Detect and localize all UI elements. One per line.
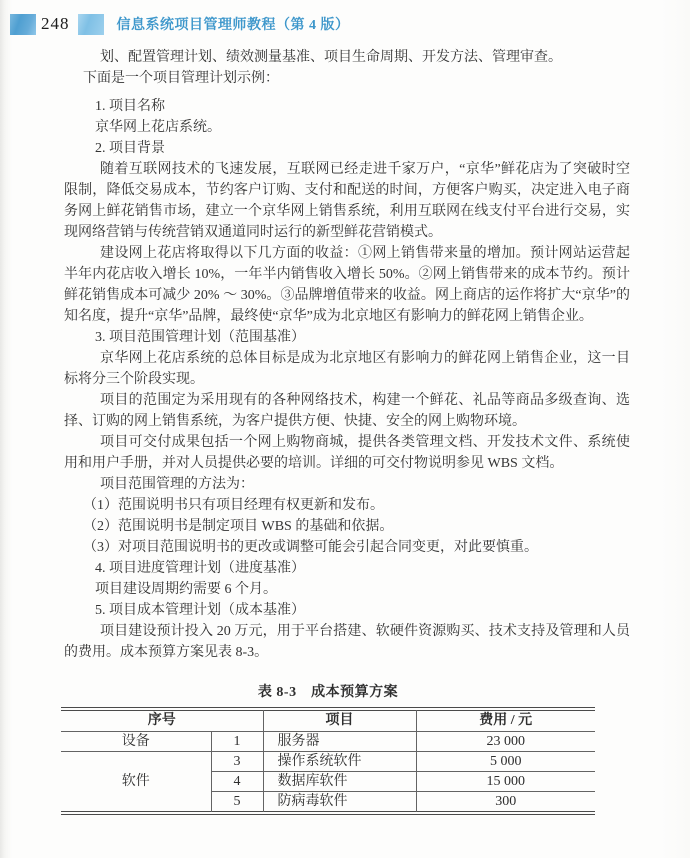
paragraph: 项目建设预计投入 20 万元，用于平台搭建、软硬件资源购买、技术支持及管理和人员的费用。成本预算方案见表 8-3。 bbox=[64, 624, 630, 660]
paragraph: 随着互联网技术的飞速发展，互联网已经走进千家万户，“京华”鲜花店为了突破时空限制，降低交易成本，节约客户订购、支付和配送的时间，方便客户购买，决定进入电子商务网上鲜花销售市场，建立一个京华网上销售系统，利用互联网在线支付平台进行交易，实现网络营销与传统营销双通道同时运行的新型鲜花营销模式。 bbox=[64, 162, 630, 240]
table-row bbox=[61, 752, 595, 772]
numbered-item: 2. 项目背景 bbox=[95, 141, 165, 156]
col-header-item: 项目 bbox=[263, 711, 416, 732]
paragraph: 项目可交付成果包括一个网上购物商城，提供各类管理文档、开发技术文件、系统使用和用户手册，并对人员提供必要的培训。详细的可交付物说明参见 WBS 文档。 bbox=[64, 435, 630, 471]
budget-table-wrap bbox=[61, 707, 595, 815]
paragraph: 项目的范围定为采用现有的各种网络技术，构建一个鲜花、礼品等商品多级查询、选择、订购的网上销售系统，为客户提供方便、快捷、安全的网上购物环境。 bbox=[64, 393, 630, 429]
numbered-item: 5. 项目成本管理计划（成本基准） bbox=[95, 603, 305, 618]
table-row bbox=[61, 732, 595, 752]
list-item: （2）范围说明书是制定项目 WBS 的基础和依据。 bbox=[83, 519, 394, 534]
paragraph: 项目范围管理的方法为： bbox=[100, 477, 254, 492]
category-cell: 软件 bbox=[121, 774, 150, 789]
list-item: （3）对项目范围说明书的更改或调整可能会引起合同变更，对此要慎重。 bbox=[83, 540, 538, 555]
item-cell: 数据库软件 bbox=[263, 772, 416, 792]
cost-cell: 15 000 bbox=[416, 772, 595, 792]
numbered-item: 4. 项目进度管理计划（进度基准） bbox=[95, 561, 305, 576]
cost-cell: 5 000 bbox=[416, 752, 595, 772]
item-cell: 防病毒软件 bbox=[263, 792, 416, 812]
table-caption: 表 8-3 成本预算方案 bbox=[257, 685, 399, 700]
paragraph: 下面是一个项目管理计划示例： bbox=[83, 71, 279, 86]
body-text bbox=[64, 47, 630, 663]
seq-cell: 1 bbox=[211, 732, 263, 752]
numbered-item: 1. 项目名称 bbox=[95, 99, 165, 114]
paragraph: 京华网上花店系统。 bbox=[95, 120, 221, 135]
seq-cell: 3 bbox=[211, 752, 263, 772]
cost-cell: 23 000 bbox=[416, 732, 595, 752]
book-title: 信息系统项目管理师教程（第 4 版） bbox=[116, 18, 350, 33]
header-accent-square-left bbox=[10, 14, 36, 35]
col-header-seq: 序号 bbox=[61, 711, 263, 732]
paragraph: 项目建设周期约需要 6 个月。 bbox=[95, 582, 277, 597]
item-cell: 操作系统软件 bbox=[263, 752, 416, 772]
page-header bbox=[10, 12, 350, 36]
seq-cell: 5 bbox=[211, 792, 263, 812]
seq-cell: 4 bbox=[211, 772, 263, 792]
budget-table bbox=[61, 710, 595, 812]
numbered-item: 3. 项目范围管理计划（范围基准） bbox=[95, 330, 305, 345]
col-header-cost: 费用 / 元 bbox=[416, 711, 595, 732]
paragraph: 划、配置管理计划、绩效测量基准、项目生命周期、开发方法、管理审查。 bbox=[100, 50, 562, 65]
paragraph: 京华网上花店系统的总体目标是成为北京地区有影响力的鲜花网上销售企业，这一目标将分三个阶段实现。 bbox=[64, 351, 630, 387]
paragraph: 建设网上花店将取得以下几方面的收益：①网上销售带来量的增加。预计网站运营起半年内花店收入增长 10%，一年半内销售收入增长 50%。②网上销售带来的成本节约。预计鲜花销售成本可减少 20% ～ 30%。③品牌增值带来的收益。网上商店的运作将扩大“京华”的知名度，提升“京华”品牌，最终使“京华”成为北京地区有影响力的鲜花网上销售企业。 bbox=[64, 246, 630, 324]
category-cell: 设备 bbox=[61, 732, 211, 752]
cost-cell: 300 bbox=[416, 792, 595, 812]
budget-table-block bbox=[61, 684, 595, 815]
page-number: 248 bbox=[41, 14, 70, 33]
list-item: （1）范围说明书只有项目经理有权更新和发布。 bbox=[83, 498, 384, 513]
item-cell: 服务器 bbox=[263, 732, 416, 752]
table-header-row bbox=[61, 711, 595, 732]
header-accent-square-right bbox=[78, 14, 104, 35]
